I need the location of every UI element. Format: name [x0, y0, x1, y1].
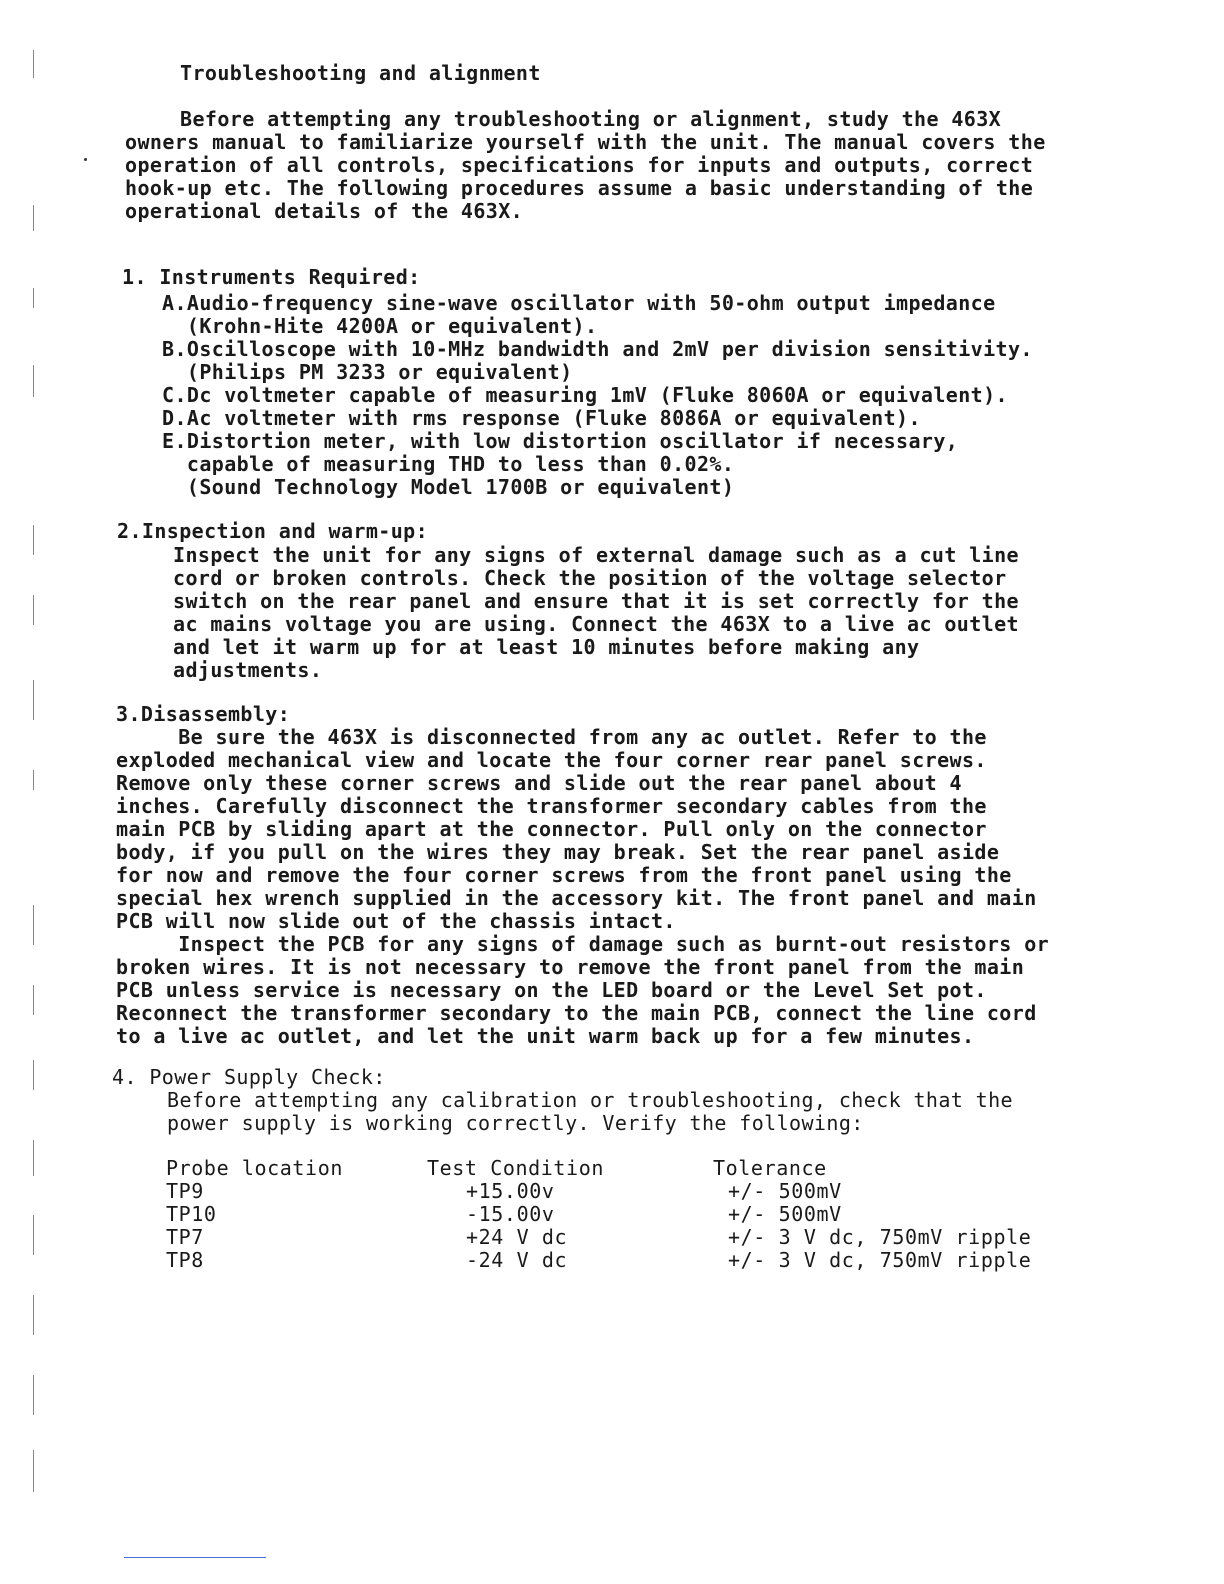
scan-mark: [33, 365, 34, 397]
table-cell: +/- 500mV: [728, 1202, 842, 1226]
inspection-line: Inspect the unit for any signs of external damage such as a cut line: [173, 543, 1019, 567]
table-cell: -15.00v: [466, 1202, 555, 1226]
table-cell: +/- 3 V dc, 750mV ripple: [728, 1248, 1032, 1272]
disassembly-line: PCB unless service is necessary on the LED board or the Level Set pot.: [116, 978, 987, 1002]
table-cell: TP9: [166, 1179, 204, 1203]
table-cell: +24 V dc: [466, 1225, 568, 1249]
power-line: power supply is working correctly. Verify the following:: [167, 1111, 864, 1135]
table-cell: TP10: [166, 1202, 217, 1226]
instrument-line: (Krohn-Hite 4200A or equivalent).: [162, 314, 598, 338]
intro-line: Before attempting any troubleshooting or alignment, study the 463X: [180, 107, 1002, 131]
disassembly-line: for now and remove the four corner screws from the front panel using the: [116, 863, 1012, 887]
intro-line: operational details of the 463X.: [125, 199, 524, 223]
section-heading: 4. Power Supply Check:: [112, 1065, 386, 1089]
scan-mark: [33, 1295, 34, 1335]
scan-mark: [33, 905, 34, 945]
disassembly-line: exploded mechanical view and locate the four corner rear panel screws.: [116, 748, 987, 772]
instrument-line: C.Dc voltmeter capable of measuring 1mV (Fluke 8060A or equivalent).: [162, 383, 1008, 407]
instrument-line: (Sound Technology Model 1700B or equivalent): [162, 475, 735, 499]
table-cell: TP7: [166, 1225, 204, 1249]
section-heading: 2.Inspection and warm-up:: [117, 519, 429, 543]
disassembly-line: Inspect the PCB for any signs of damage such as burnt-out resistors or: [116, 932, 1050, 956]
table-cell: +/- 500mV: [728, 1179, 842, 1203]
power-line: Before attempting any calibration or troubleshooting, check that the: [167, 1088, 1013, 1112]
intro-line: owners manual to familiarize yourself with the unit. The manual covers the: [125, 130, 1046, 154]
inspection-line: and let it warm up for at least 10 minutes before making any: [173, 635, 920, 659]
disassembly-line: Remove only these corner screws and slide out the rear panel about 4: [116, 771, 962, 795]
instrument-line: (Philips PM 3233 or equivalent): [162, 360, 573, 384]
bottom-rule: [124, 1557, 266, 1558]
table-cell: +/- 3 V dc, 750mV ripple: [728, 1225, 1032, 1249]
disassembly-line: main PCB by sliding apart at the connector. Pull only on the connector: [116, 817, 987, 841]
disassembly-line: broken wires. It is not necessary to remove the front panel from the main: [116, 955, 1025, 979]
scan-mark: [33, 680, 34, 720]
scan-mark: [33, 288, 34, 308]
disassembly-line: inches. Carefully disconnect the transformer secondary cables from the: [116, 794, 987, 818]
disassembly-line: special hex wrench supplied in the accessory kit. The front panel and main: [116, 886, 1037, 910]
disassembly-line: to a live ac outlet, and let the unit warm back up for a few minutes.: [116, 1024, 975, 1048]
scan-mark: [33, 1140, 34, 1176]
instrument-line: A.Audio-frequency sine-wave oscillator with 50-ohm output impedance: [162, 291, 996, 315]
inspection-line: ac mains voltage you are using. Connect the 463X to a live ac outlet: [173, 612, 1019, 636]
page-title: Troubleshooting and alignment: [180, 61, 541, 85]
section-heading: 1. Instruments Required:: [122, 265, 421, 289]
table-cell: +15.00v: [466, 1179, 555, 1203]
scan-mark: [33, 525, 34, 555]
section-heading: 3.Disassembly:: [116, 702, 291, 726]
instrument-line: D.Ac voltmeter with rms response (Fluke 8086A or equivalent).: [162, 406, 921, 430]
table-cell: TP8: [166, 1248, 204, 1272]
instrument-line: E.Distortion meter, with low distortion oscillator if necessary,: [162, 429, 959, 453]
intro-line: hook-up etc. The following procedures assume a basic understanding of the: [125, 176, 1034, 200]
scan-mark: [33, 770, 34, 790]
scan-mark: [33, 1060, 34, 1090]
inspection-line: cord or broken controls. Check the position of the voltage selector: [173, 566, 1007, 590]
scan-mark: [33, 595, 34, 625]
intro-line: operation of all controls, specifications for inputs and outputs, correct: [125, 153, 1034, 177]
scan-mark: [33, 1215, 34, 1255]
scan-mark: [33, 985, 34, 1015]
scan-dot: [84, 158, 87, 161]
table-header-tolerance: Tolerance: [713, 1156, 827, 1180]
scan-mark: [33, 50, 34, 78]
table-header-condition: Test Condition: [427, 1156, 604, 1180]
table-header-probe: Probe location: [166, 1156, 343, 1180]
scan-mark: [33, 205, 34, 231]
disassembly-line: body, if you pull on the wires they may break. Set the rear panel aside: [116, 840, 1000, 864]
scan-mark: [33, 1375, 34, 1415]
table-cell: -24 V dc: [466, 1248, 568, 1272]
inspection-line: adjustments.: [173, 658, 323, 682]
disassembly-line: Be sure the 463X is disconnected from any ac outlet. Refer to the: [116, 725, 987, 749]
instrument-line: B.Oscilloscope with 10-MHz bandwidth and 2mV per division sensitivity.: [162, 337, 1033, 361]
inspection-line: switch on the rear panel and ensure that it is set correctly for the: [173, 589, 1019, 613]
instrument-line: capable of measuring THD to less than 0.02%.: [162, 452, 735, 476]
scan-mark: [33, 1450, 34, 1492]
disassembly-line: Reconnect the transformer secondary to the main PCB, connect the line cord: [116, 1001, 1037, 1025]
disassembly-line: PCB will now slide out of the chassis intact.: [116, 909, 676, 933]
